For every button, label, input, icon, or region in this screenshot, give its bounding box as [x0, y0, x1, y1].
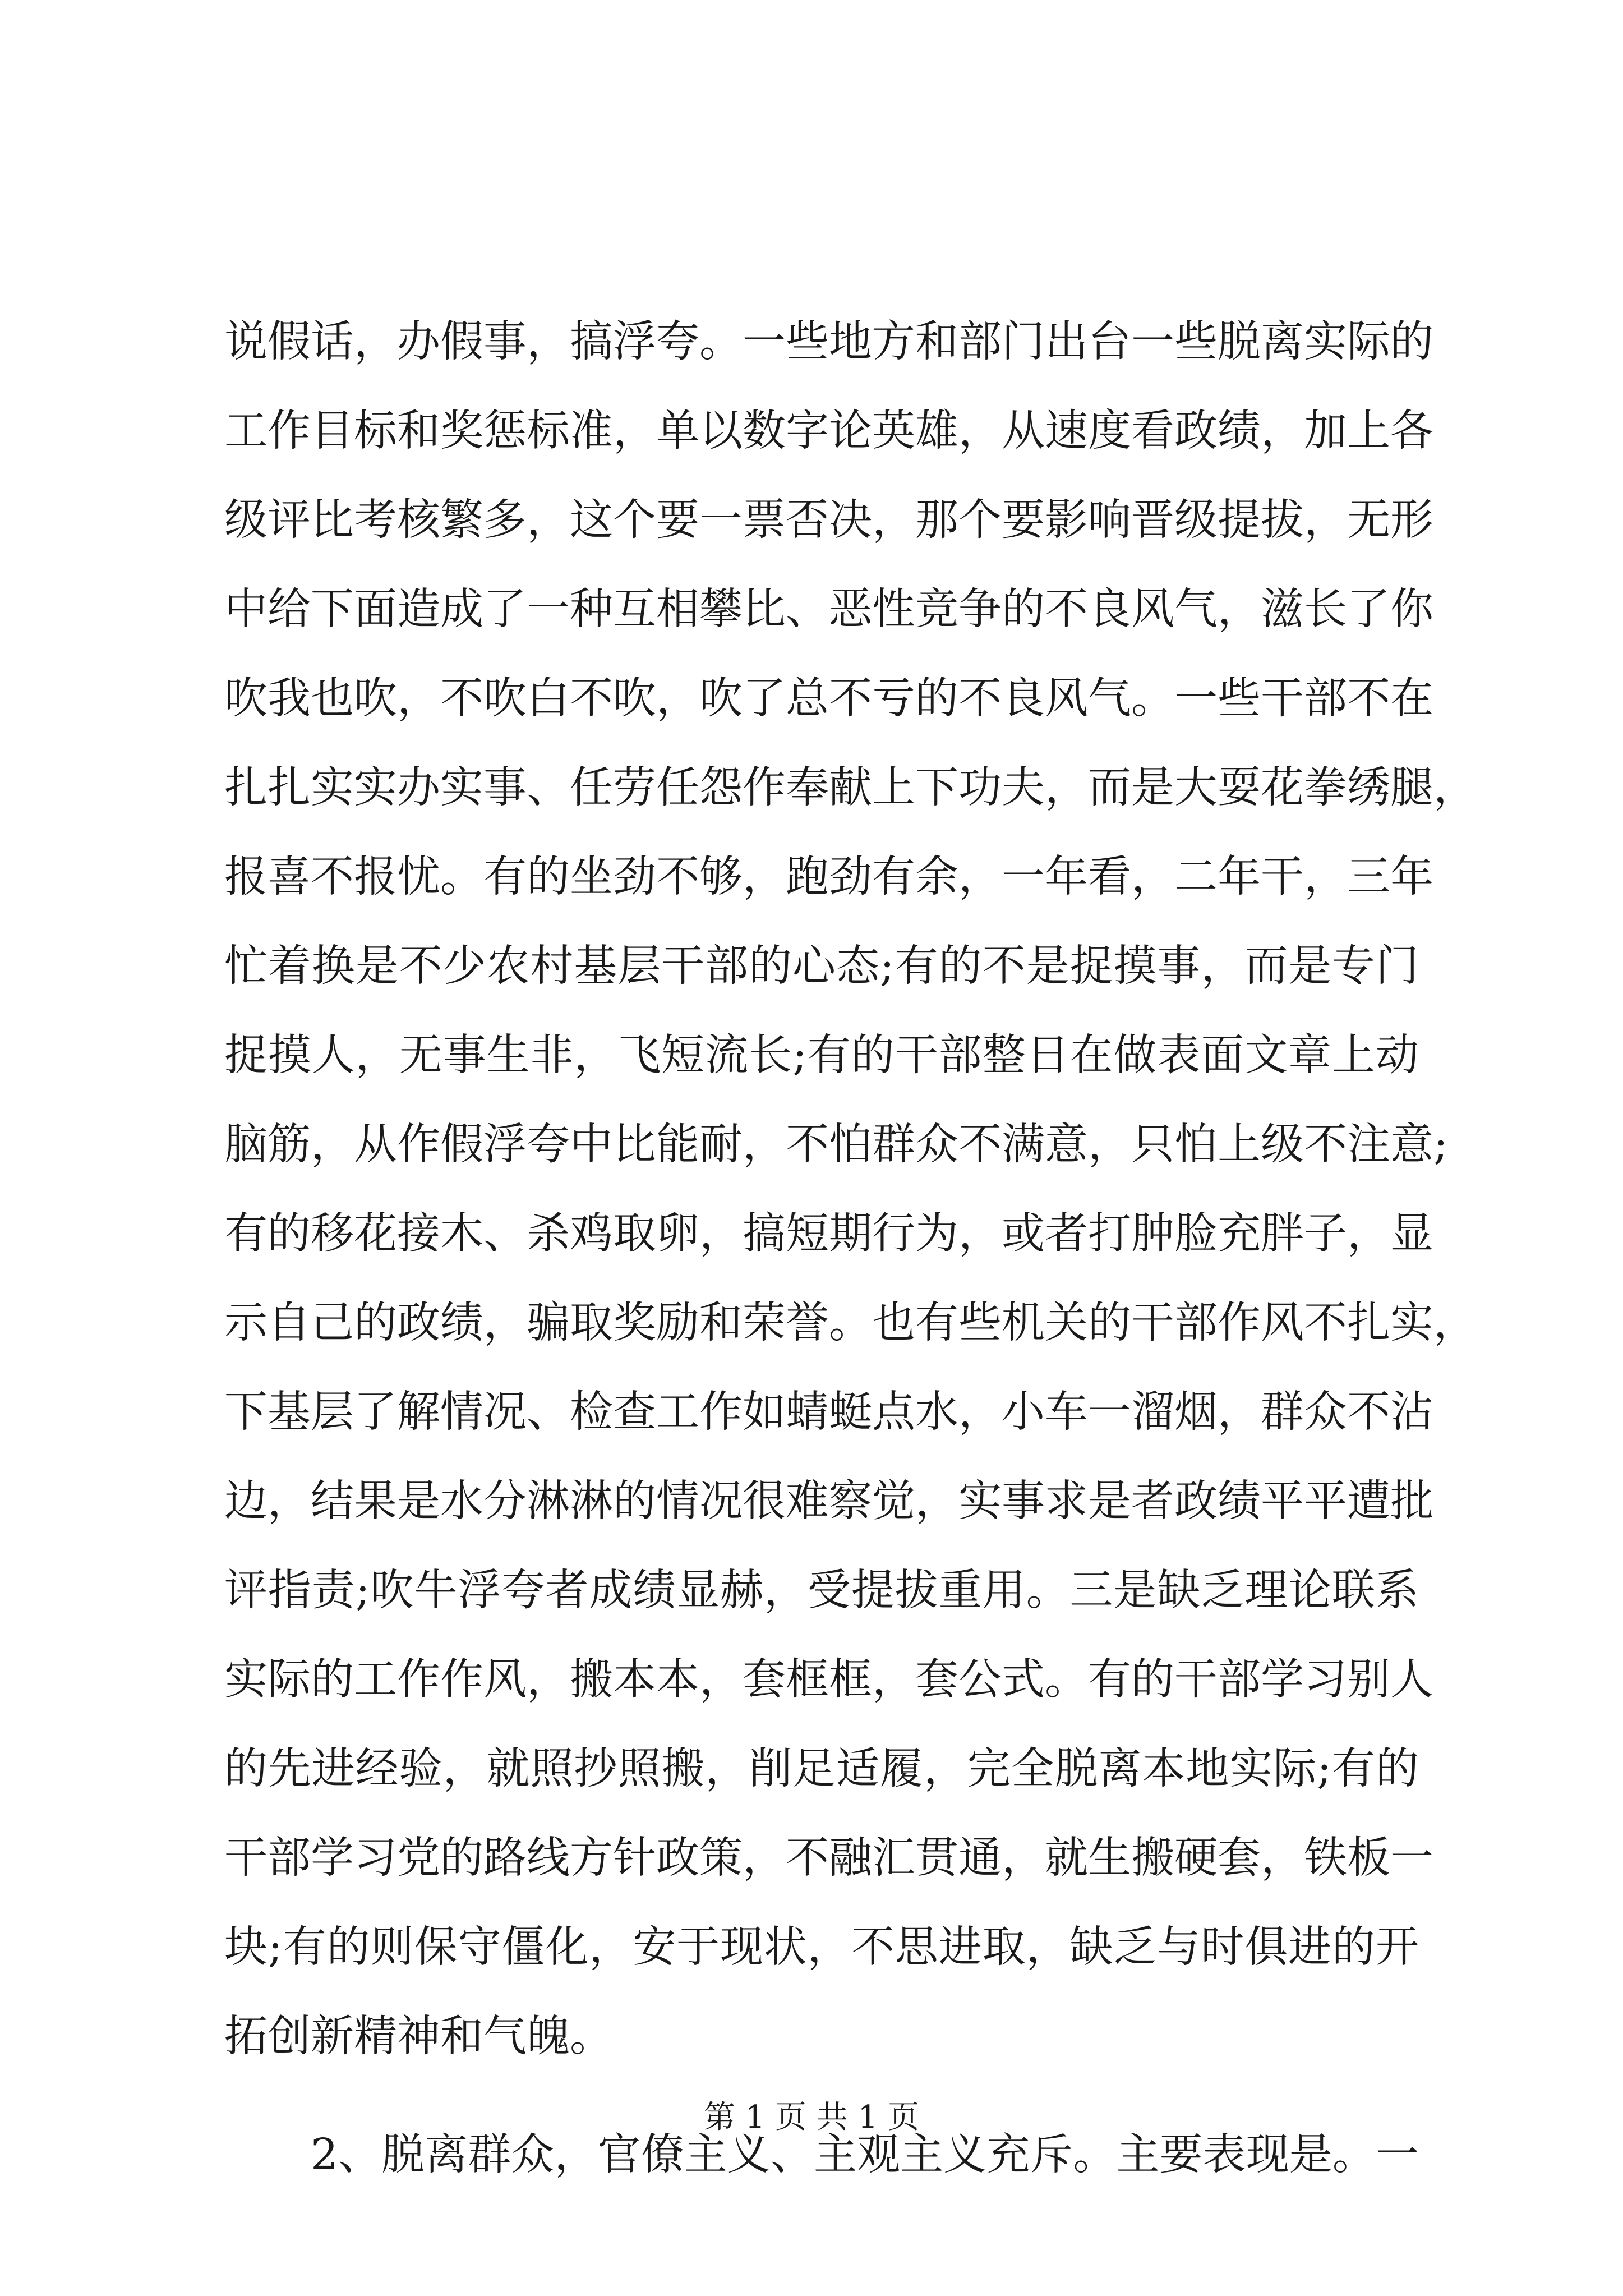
text-line: 2、脱离群众，官僚主义、主观主义充斥。主要表现是。一 [311, 2130, 1419, 2180]
text-line: 工作目标和奖惩标准，单以数字论英雄，从速度看政绩，加上各 [224, 406, 1433, 456]
text-line: 脑筋，从作假浮夸中比能耐，不怕群众不满意，只怕上级不注意; [224, 1120, 1448, 1170]
text-line: 吹我也吹，不吹白不吹，吹了总不亏的不良风气。一些干部不在 [224, 674, 1433, 724]
paragraph [224, 297, 1477, 2081]
text-line: 捉摸人，无事生非，飞短流长;有的干部整日在做表面文章上动 [224, 1030, 1419, 1080]
text-line: 扎扎实实办实事、任劳任怨作奉献上下功夫，而是大耍花拳绣腿， [224, 763, 1477, 813]
text-line: 示自己的政绩，骗取奖励和荣誉。也有些机关的干部作风不扎实， [224, 1298, 1477, 1348]
document-body [224, 297, 1477, 2200]
text-line: 下基层了解情况、检查工作如蜻蜓点水，小车一溜烟，群众不沾 [224, 1387, 1433, 1437]
page-number-footer: 第 1 页 共 1 页 [703, 2099, 920, 2136]
text-line: 块;有的则保守僵化，安于现状，不思进取，缺乏与时俱进的开 [224, 1922, 1419, 1972]
text-line: 说假话，办假事，搞浮夸。一些地方和部门出台一些脱离实际的 [224, 317, 1433, 367]
text-line: 实际的工作作风，搬本本，套框框，套公式。有的干部学习别人 [224, 1655, 1433, 1705]
text-line: 忙着换是不少农村基层干部的心态;有的不是捉摸事，而是专门 [224, 941, 1419, 991]
text-line: 报喜不报忧。有的坐劲不够，跑劲有余，一年看，二年干，三年 [224, 852, 1433, 902]
text-line: 评指责;吹牛浮夸者成绩显赫，受提拔重用。三是缺乏理论联系 [224, 1566, 1419, 1616]
text-line: 级评比考核繁多，这个要一票否决，那个要影响晋级提拔，无形 [224, 495, 1433, 545]
text-line: 的先进经验，就照抄照搬，削足适履，完全脱离本地实际;有的 [224, 1744, 1419, 1794]
text-line: 拓创新精神和气魄。 [224, 2012, 613, 2062]
text-line: 干部学习党的路线方针政策，不融汇贯通，就生搬硬套，铁板一 [224, 1833, 1433, 1883]
text-line: 有的移花接木、杀鸡取卵，搞短期行为，或者打肿脸充胖子，显 [224, 1209, 1433, 1259]
text-line: 边，结果是水分淋淋的情况很难察觉，实事求是者政绩平平遭批 [224, 1476, 1433, 1526]
text-line: 中给下面造成了一种互相攀比、恶性竞争的不良风气，滋长了你 [224, 585, 1433, 634]
